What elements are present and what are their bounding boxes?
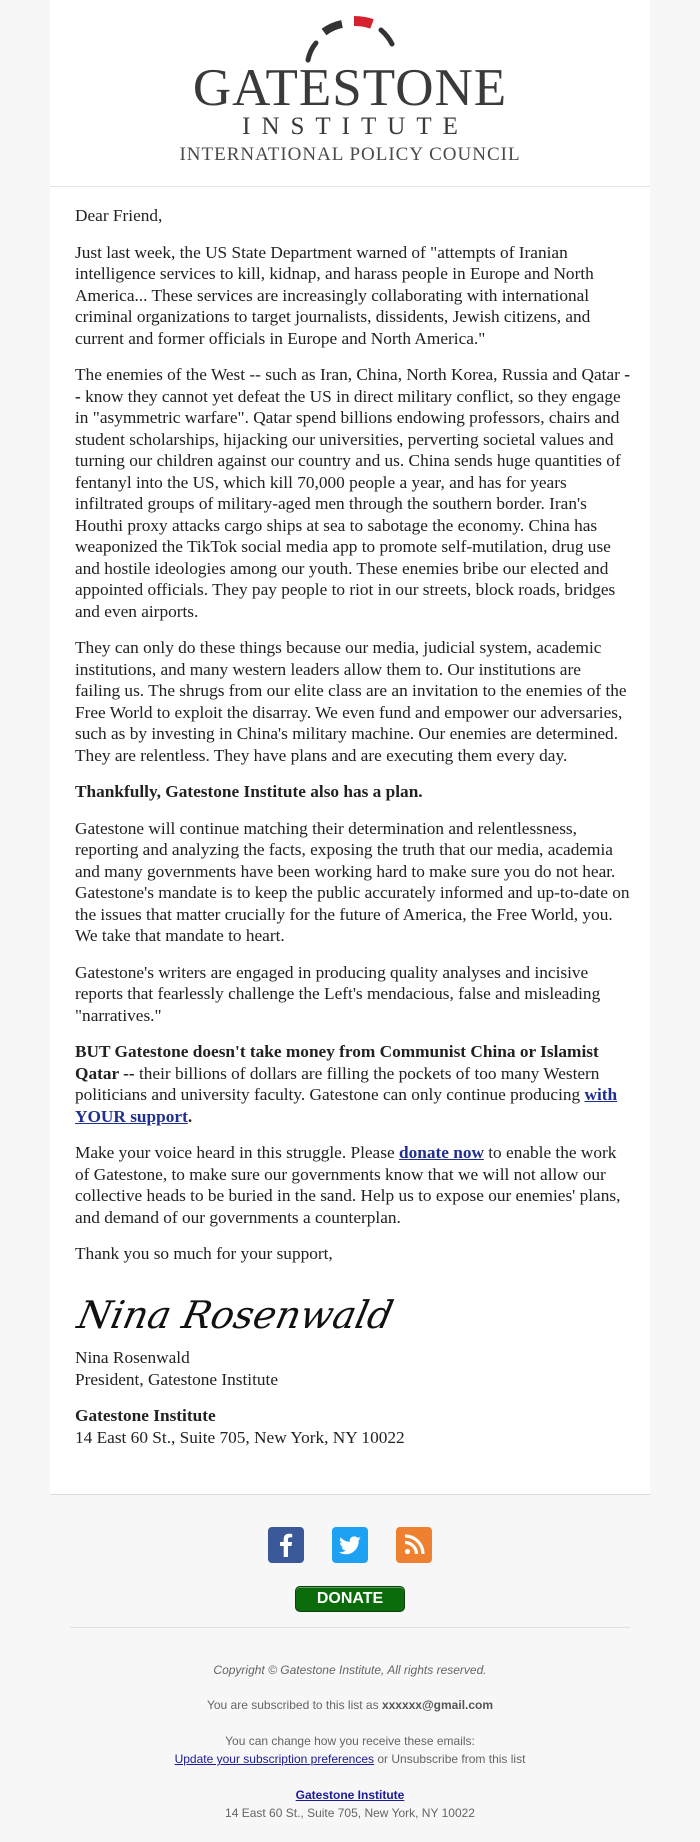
change-line: You can change how you receive these emails:: [225, 1734, 475, 1748]
logo-institute: INSTITUTE: [242, 113, 469, 140]
paragraph-7: [75, 1041, 630, 1127]
copyright-text: Copyright © Gatestone Institute, All rights reserved.: [213, 1663, 487, 1677]
paragraph-3: They can only do these things because our media, judicial system, academic institutions, and many western leaders allow them to. Our institutions are failing us. The shrugs from our elite class are an invitation to the enemies of the Free World to exploit the disarray. We even fund and empower our adversaries, such as by investing in China's military machine. Our enemies are determined. They are relentless. They have plans and are executing them every day.: [75, 638, 627, 765]
email-card: [50, 0, 650, 1494]
signer-title: President, Gatestone Institute: [75, 1369, 279, 1389]
signature-script: Nina Rosenwald: [73, 1292, 398, 1338]
footer-org-link[interactable]: Gatestone Institute: [295, 1788, 405, 1802]
subscribed-email: xxxxxx@gmail.com: [381, 1698, 494, 1712]
p2-dashes: --: [75, 365, 630, 406]
paragraph-5: Gatestone will continue matching their determination and relentlessness, reporting and analyzing the facts, exposing the truth that our media, academia and many governments have been working hard to make sure you do not hear. Gatestone's mandate is to keep the public accurately informed and up-to-date on the issues that matter crucially for the future of America, the Free World, you. We take that mandate to heart.: [75, 818, 630, 945]
signer-name: Nina Rosenwald: [75, 1348, 190, 1367]
logo-council: INTERNATIONAL POLICY COUNCIL: [179, 144, 521, 165]
footer-org-line: [0, 1786, 700, 1804]
header: [50, 0, 650, 187]
org-block: [75, 1405, 630, 1448]
plan-heading: Thankfully, Gatestone Institute also has a plan.: [75, 782, 423, 801]
org-address: 14 East 60 St., Suite 705, New York, NY 10022: [75, 1427, 405, 1447]
preferences-line: [0, 1750, 700, 1768]
paragraph-4: [75, 781, 630, 803]
p7-end: .: [187, 1106, 193, 1126]
signer-block: [75, 1347, 630, 1390]
donate-button[interactable]: DONATE: [295, 1586, 405, 1612]
signature-image: [73, 1284, 398, 1342]
p7-rest: their billions of dollars are filling the pockets of too many Western politicians and university faculty. Gatestone can only continue producing: [75, 1063, 600, 1104]
p7-bold: BUT Gatestone doesn't take money from Communist China or Islamist Qatar --: [75, 1042, 599, 1083]
update-preferences-link[interactable]: Update your subscription preferences: [174, 1752, 375, 1766]
p2-part2: know they cannot yet defeat the US in direct military conflict, so they engage in "asymmetric warfare". Qatar spend billions endowing professors, chairs and student scholarships, hijacking our universities, perverting societal values and turning our children against our country and us. China sends huge quantities of fentanyl into the US, which kill 70,000 people a year, and has for years infiltrated groups of military-aged men through the southern border. Iran's Houthi proxy attacks cargo ships at sea to sabotage the economy. China has weaponized the TikTok social media app to promote self-mutilation, drug use and hostile ideologies among our youth. These enemies bribe our elected and appointed officials. They pay people to riot in our streets, block roads, bridges and even airports.: [75, 386, 621, 621]
p2-part1: The enemies of the West -- such as Iran, China, North Korea, Russia and Qatar: [75, 365, 625, 384]
footer-divider: [50, 1494, 650, 1495]
p8-start: Make your voice heard in this struggle. Please: [75, 1143, 399, 1162]
logo-wordmark: GATESTONE: [192, 59, 508, 117]
twitter-icon[interactable]: [332, 1527, 368, 1563]
footer-address: 14 East 60 St., Suite 705, New York, NY 10022: [225, 1806, 475, 1820]
p8-rest: to enable the work of Gatestone, to make sure our governments know that we will not allow our collective heads to be buried in the sand. Help us to expose our enemies' plans, and demand of our governments a counterplan.: [75, 1143, 621, 1227]
rss-icon[interactable]: [396, 1527, 432, 1563]
paragraph-2: [75, 364, 630, 622]
org-name: Gatestone Institute: [75, 1406, 216, 1425]
footer-rule: [70, 1627, 630, 1628]
support-link[interactable]: with YOUR support: [75, 1085, 618, 1126]
paragraph-1: Just last week, the US State Department warned of "attempts of Iranian intelligence services to kill, kidnap, and harass people in Europe and North America... These services are increasingly collaborating with international criminal organizations to target journalists, dissidents, Jewish citizens, and current and former officials in Europe and North America.": [75, 242, 594, 348]
closing: Thank you so much for your support,: [75, 1244, 333, 1263]
copyright: [0, 1661, 700, 1679]
paragraph-8: [75, 1142, 630, 1228]
greeting: Dear Friend,: [75, 206, 163, 225]
facebook-icon[interactable]: [268, 1527, 304, 1563]
subscribed-prefix: You are subscribed to this list as: [206, 1698, 382, 1712]
paragraph-6: Gatestone's writers are engaged in producing quality analyses and incisive reports that fearlessly challenge the Left's mendacious, false and misleading "narratives.": [75, 962, 601, 1025]
donate-now-link[interactable]: donate now: [398, 1143, 484, 1162]
unsubscribe-text: or Unsubscribe from this list: [374, 1752, 526, 1766]
letter-body: [75, 205, 630, 1448]
subscribed-line: [0, 1696, 700, 1714]
